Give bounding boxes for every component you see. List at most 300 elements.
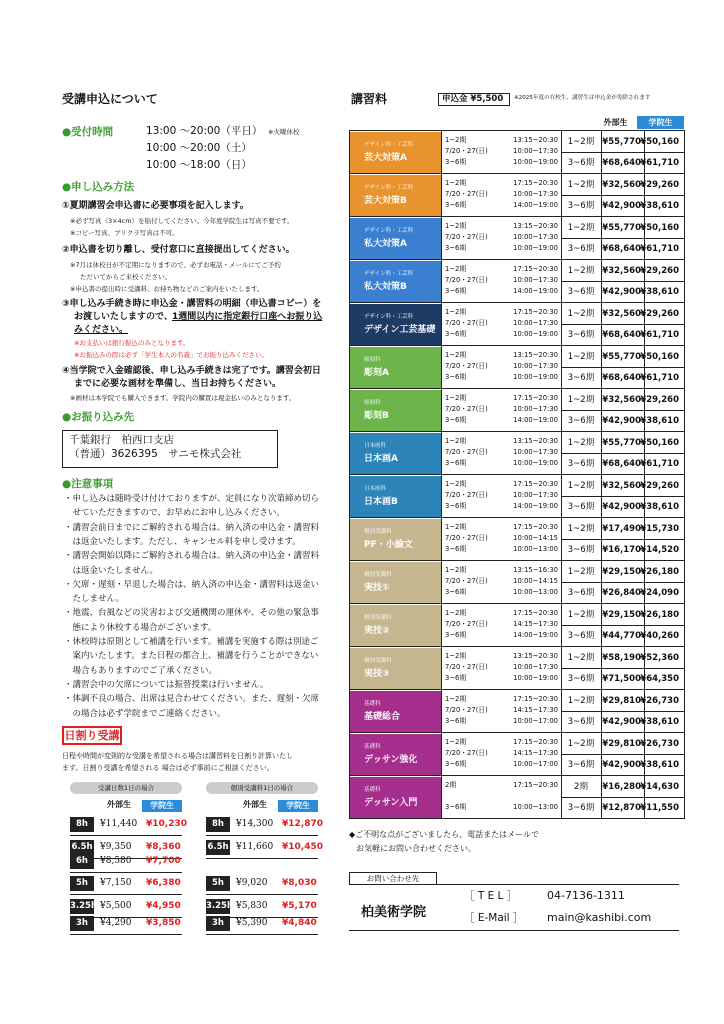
student-price: ¥10,450 bbox=[282, 842, 323, 852]
student-fee-2: ¥38,610 bbox=[640, 416, 679, 426]
course-times bbox=[512, 780, 558, 813]
course-row bbox=[349, 560, 685, 603]
external-fee-2: ¥12,870 bbox=[602, 803, 641, 813]
course-row bbox=[349, 130, 685, 173]
period-label: 7/20・27(日) bbox=[445, 706, 488, 714]
student-fee-2: ¥11,550 bbox=[640, 803, 679, 813]
student-price: ¥7,700 bbox=[146, 856, 181, 866]
student-fee-2: ¥38,610 bbox=[640, 287, 679, 297]
caution-line: ・講習会前日までにご解約される場合は、納入済の申込金・講習料 bbox=[64, 522, 320, 533]
student-fee-1: ¥29,260 bbox=[640, 266, 679, 276]
course-periods bbox=[445, 264, 488, 297]
course-band bbox=[350, 132, 441, 173]
caution-line: は返金いたしません。 bbox=[64, 565, 159, 576]
inquiry-note: ◆ご不明な点がございましたら、電話またはメールで bbox=[349, 830, 539, 839]
external-fee-1: ¥17,490 bbox=[602, 524, 641, 534]
course-name: 日本画A bbox=[364, 454, 398, 464]
course-times bbox=[512, 393, 558, 426]
course-periods bbox=[445, 780, 466, 813]
caution-line: は返金いたします。ただし、キャンセル料を申し受けます。 bbox=[64, 536, 301, 547]
inquiry-note: お気軽にお問い合わせください。 bbox=[356, 844, 476, 853]
hours-label: 6h bbox=[70, 854, 94, 869]
course-category: デザイン科・工芸科 bbox=[364, 271, 414, 277]
time-range: 17:15~20:30 bbox=[513, 781, 558, 789]
time-range: 13:15~20:30 bbox=[513, 222, 558, 230]
external-fee-1: ¥32,560 bbox=[602, 180, 641, 190]
hours-weekday: 13:00 〜20:00（平日） bbox=[146, 125, 263, 137]
step-2: ②申込書を切り離し、受付窓口に直接提出してください。 bbox=[62, 245, 295, 255]
bank-info-box bbox=[62, 430, 278, 468]
fees-title: 講習料 bbox=[351, 92, 388, 106]
period-label: 1~2期 bbox=[445, 179, 467, 187]
hiwari-row bbox=[206, 913, 318, 935]
period-label: 3~6期 bbox=[445, 158, 467, 166]
fee-period-2: 3~6期 bbox=[567, 803, 595, 813]
period-label: 1~2期 bbox=[445, 136, 467, 144]
time-range: 14:00~19:00 bbox=[513, 631, 558, 639]
course-category: 個別受講科 bbox=[364, 529, 392, 535]
course-row bbox=[349, 732, 685, 775]
bank-heading: ●お振り込み先 bbox=[62, 411, 135, 423]
time-range: 17:15~20:30 bbox=[513, 308, 558, 316]
period-label: 3~6期 bbox=[445, 201, 467, 209]
step-3-cont: お渡しいたしますので、 bbox=[74, 312, 173, 322]
external-price: ¥11,660 bbox=[236, 842, 274, 852]
course-name: 芸大対策A bbox=[364, 153, 407, 163]
course-times bbox=[512, 221, 558, 254]
external-fee-1: ¥29,810 bbox=[602, 696, 641, 706]
fee-period-2: 3~6期 bbox=[567, 588, 595, 598]
hiwari-row bbox=[70, 814, 187, 836]
course-band bbox=[350, 562, 441, 603]
step-1: ①夏期講習会申込書に必要事項を記入します。 bbox=[62, 201, 249, 211]
course-row bbox=[349, 689, 685, 732]
time-range: 14:15~17:30 bbox=[513, 706, 558, 714]
external-fee-1: ¥29,150 bbox=[602, 567, 641, 577]
period-label: 1~2期 bbox=[445, 738, 467, 746]
period-label: 7/20・27(日) bbox=[445, 147, 488, 155]
fee-period-1: 1~2期 bbox=[567, 524, 595, 534]
course-category: デザイン科・工芸科 bbox=[364, 185, 414, 191]
student-fee-1: ¥29,260 bbox=[640, 481, 679, 491]
caution-line: ・講習会中の欠席については振替授業は行いません。 bbox=[64, 679, 269, 690]
course-band bbox=[350, 648, 441, 689]
period-label: 1~2期 bbox=[445, 351, 467, 359]
fee-period-1: 1~2期 bbox=[567, 137, 595, 147]
time-range: 17:15~20:30 bbox=[513, 179, 558, 187]
external-fee-1: ¥55,770 bbox=[602, 137, 641, 147]
student-fee-1: ¥50,160 bbox=[640, 223, 679, 233]
fee-period-1: 1~2期 bbox=[567, 266, 595, 276]
course-times bbox=[512, 608, 558, 641]
external-price: ¥7,150 bbox=[100, 878, 132, 888]
time-range: 13:15~20:30 bbox=[513, 652, 558, 660]
time-range bbox=[512, 791, 558, 802]
step-3-deadline: 1週間以内に指定銀行口座へお振り込 bbox=[172, 312, 323, 322]
hours-label: 5h bbox=[70, 876, 94, 891]
course-category: 個別受講科 bbox=[364, 658, 392, 664]
time-range: 10:00~17:30 bbox=[513, 276, 558, 284]
time-range: 14:15~17:30 bbox=[513, 749, 558, 757]
student-fee-1: ¥14,630 bbox=[640, 782, 679, 792]
hours-sunday: 10:00 〜18:00（日） bbox=[146, 159, 252, 171]
external-fee-1: ¥32,560 bbox=[602, 266, 641, 276]
hours-label: 6.5h bbox=[70, 840, 94, 855]
period-label: 7/20・27(日) bbox=[445, 190, 488, 198]
step-1-note: ※コピー写真、プリクラ写真は不可。 bbox=[70, 229, 179, 237]
course-periods bbox=[445, 393, 488, 426]
time-range: 17:15~20:30 bbox=[513, 265, 558, 273]
course-times bbox=[512, 350, 558, 383]
fee-period-1: 1~2期 bbox=[567, 352, 595, 362]
step-3: ③申し込み手続き時に申込金・講習料の明細（申込書コピー）を bbox=[62, 299, 322, 309]
time-range: 10:00~19:00 bbox=[513, 674, 558, 682]
course-times bbox=[512, 737, 558, 770]
course-name: 彫刻B bbox=[364, 411, 389, 421]
course-row bbox=[349, 302, 685, 345]
course-category: デザイン科・工芸科 bbox=[364, 314, 414, 320]
course-periods bbox=[445, 221, 488, 254]
fee-period-1: 1~2期 bbox=[567, 610, 595, 620]
student-price: ¥6,380 bbox=[146, 878, 181, 888]
period-label: 7/20・27(日) bbox=[445, 448, 488, 456]
caution-line: 場合もありますのでご了承ください。 bbox=[64, 665, 218, 676]
period-label: 1~2期 bbox=[445, 308, 467, 316]
contact-tab: お問い合わせ先 bbox=[349, 872, 437, 885]
course-row bbox=[349, 474, 685, 517]
course-row bbox=[349, 216, 685, 259]
course-row bbox=[349, 775, 685, 818]
fee-period-2: 3~6期 bbox=[567, 330, 595, 340]
course-periods bbox=[445, 651, 488, 684]
course-band bbox=[350, 734, 441, 775]
student-fee-1: ¥29,260 bbox=[640, 395, 679, 405]
time-range: 17:15~20:30 bbox=[513, 695, 558, 703]
external-fee-1: ¥32,560 bbox=[602, 481, 641, 491]
student-fee-2: ¥38,610 bbox=[640, 717, 679, 727]
caution-line: ・休校時は原則として補講を行います。補講を実施する際は別途ご bbox=[64, 637, 319, 647]
time-range: 10:00~17:30 bbox=[513, 491, 558, 499]
period-label: 3~6期 bbox=[445, 287, 467, 295]
period-label: 3~6期 bbox=[445, 674, 467, 682]
course-name: 日本画B bbox=[364, 497, 398, 507]
time-range: 10:00~14:15 bbox=[513, 534, 558, 542]
external-price: ¥5,830 bbox=[236, 901, 268, 911]
header-student: 学院生 bbox=[637, 116, 684, 129]
course-category: 日本画科 bbox=[364, 443, 387, 449]
external-fee-2: ¥68,640 bbox=[602, 330, 641, 340]
course-row bbox=[349, 173, 685, 216]
time-range: 13:15~20:30 bbox=[513, 437, 558, 445]
time-range: 10:00~14:15 bbox=[513, 577, 558, 585]
course-row bbox=[349, 345, 685, 388]
period-label: 1~2期 bbox=[445, 394, 467, 402]
external-price: ¥4,290 bbox=[100, 918, 132, 928]
external-fee-2: ¥42,900 bbox=[602, 416, 641, 426]
time-range: 13:15~16:30 bbox=[513, 566, 558, 574]
course-name: 芸大対策B bbox=[364, 196, 407, 206]
student-fee-1: ¥15,730 bbox=[640, 524, 679, 534]
hiwari-row bbox=[70, 913, 182, 935]
period-label: 3~6期 bbox=[445, 545, 467, 553]
bank-name: 千葉銀行 柏西口支店 bbox=[69, 434, 174, 446]
fee-exemption-note: ※2025年度の在校生、講習生は申込金が免除されます bbox=[514, 95, 651, 101]
external-price: ¥9,350 bbox=[100, 842, 132, 852]
period-label: 3~6期 bbox=[445, 373, 467, 381]
fee-period-1: 2期 bbox=[574, 782, 588, 792]
external-fee-2: ¥68,640 bbox=[602, 158, 641, 168]
period-label: 1~2期 bbox=[445, 523, 467, 531]
time-range: 10:00~17:30 bbox=[513, 362, 558, 370]
email-label: ［ E-Mail ］ bbox=[464, 912, 524, 924]
course-times bbox=[512, 522, 558, 555]
course-band bbox=[350, 777, 441, 818]
course-name: PF・小論文 bbox=[364, 540, 413, 550]
hiwari-pill: 受講日数1日の場合 bbox=[70, 782, 182, 794]
period-label: 7/20・27(日) bbox=[445, 577, 488, 585]
course-row bbox=[349, 431, 685, 474]
course-category: 基礎科 bbox=[364, 701, 381, 707]
external-price: ¥5,500 bbox=[100, 901, 132, 911]
hiwari-header-external: 外部生 bbox=[107, 800, 131, 809]
fee-period-2: 3~6期 bbox=[567, 416, 595, 426]
student-fee-2: ¥61,710 bbox=[640, 330, 679, 340]
course-band bbox=[350, 347, 441, 388]
external-fee-2: ¥68,640 bbox=[602, 244, 641, 254]
external-fee-2: ¥42,900 bbox=[602, 287, 641, 297]
course-category: 基礎科 bbox=[364, 787, 381, 793]
course-category: 彫刻科 bbox=[364, 400, 381, 406]
course-band bbox=[350, 175, 441, 216]
student-price: ¥12,870 bbox=[282, 819, 323, 829]
time-range: 10:00~17:00 bbox=[513, 717, 558, 725]
period-label: 3~6期 bbox=[445, 717, 467, 725]
external-fee-1: ¥16,280 bbox=[602, 782, 641, 792]
course-band bbox=[350, 304, 441, 345]
step-2-note: ただいてからご来校ください。 bbox=[80, 273, 171, 281]
course-times bbox=[512, 264, 558, 297]
hiwari-header-student: 学院生 bbox=[142, 800, 182, 812]
step-1-note: ※必ず写真（3×4cm）を貼付してください。今年度学院生は写真不要です。 bbox=[70, 217, 294, 225]
course-periods bbox=[445, 608, 488, 641]
period-label: 1~2期 bbox=[445, 480, 467, 488]
step-4-note: ※画材は本学院でも購入できます。学院内の購買は現金払いのみとなります。 bbox=[70, 394, 296, 402]
external-fee-1: ¥32,560 bbox=[602, 395, 641, 405]
course-category: 日本画科 bbox=[364, 486, 387, 492]
period-label: 3~6期 bbox=[445, 416, 467, 424]
enrollment-title: 受講申込について bbox=[62, 92, 158, 106]
period-label: 1~2期 bbox=[445, 566, 467, 574]
time-range: 10:00~17:30 bbox=[513, 405, 558, 413]
external-price: ¥8,580 bbox=[100, 856, 132, 866]
time-range: 14:00~19:00 bbox=[513, 502, 558, 510]
bank-account: （普通）3626395 サニモ株式会社 bbox=[69, 448, 242, 461]
fee-period-2: 3~6期 bbox=[567, 158, 595, 168]
fee-period-1: 1~2期 bbox=[567, 739, 595, 749]
course-row bbox=[349, 603, 685, 646]
period-label: 3~6期 bbox=[445, 588, 467, 596]
course-category: デザイン科・工芸科 bbox=[364, 228, 414, 234]
student-fee-2: ¥61,710 bbox=[640, 158, 679, 168]
time-range: 10:00~17:00 bbox=[513, 760, 558, 768]
time-range: 14:00~19:00 bbox=[513, 287, 558, 295]
course-band bbox=[350, 433, 441, 474]
closed-note: ※火曜休校 bbox=[268, 128, 300, 136]
course-category: 彫刻科 bbox=[364, 357, 381, 363]
course-band bbox=[350, 519, 441, 560]
student-fee-2: ¥14,520 bbox=[640, 545, 679, 555]
hiwari-row bbox=[70, 851, 182, 873]
external-fee-1: ¥29,810 bbox=[602, 739, 641, 749]
course-name: 実技③ bbox=[364, 669, 390, 679]
hiwari-header-external: 外部生 bbox=[243, 800, 267, 809]
course-band bbox=[350, 691, 441, 732]
payment-note: ※お支払いは銀行振込のみとなります。 bbox=[74, 339, 190, 347]
course-periods bbox=[445, 737, 488, 770]
time-range: 10:00~19:00 bbox=[513, 244, 558, 252]
fee-table-bottom-border bbox=[349, 818, 685, 819]
hiwari-desc: 日程や時間が変則的な受講を希望される場合は講習料を日割り計算いたし bbox=[62, 752, 293, 760]
hours-label: 5h bbox=[206, 876, 230, 891]
hours-label: 8h bbox=[206, 817, 230, 832]
course-band bbox=[350, 218, 441, 259]
hours-label: 6.5h bbox=[206, 840, 230, 855]
time-range: 17:15~20:30 bbox=[513, 609, 558, 617]
external-fee-1: ¥58,190 bbox=[602, 653, 641, 663]
caution-line: 態により休校する場合がございます。 bbox=[64, 622, 217, 633]
caution-line: ・講習会開始以降にご解約される場合は、納入済の申込金・講習料 bbox=[64, 551, 320, 562]
course-periods bbox=[445, 565, 488, 598]
hiwari-desc: ます。日割り受講を希望される 場合は必ず事前にご相談ください。 bbox=[62, 764, 274, 772]
period-label: 3~6期 bbox=[445, 502, 467, 510]
time-range: 10:00~19:00 bbox=[513, 459, 558, 467]
period-label: 3~6期 bbox=[445, 760, 467, 768]
external-fee-2: ¥26,840 bbox=[602, 588, 641, 598]
external-fee-1: ¥55,770 bbox=[602, 352, 641, 362]
external-price: ¥5,390 bbox=[236, 918, 268, 928]
student-price: ¥5,170 bbox=[282, 901, 317, 911]
student-fee-2: ¥61,710 bbox=[640, 244, 679, 254]
step-4: ④当学院で入金確認後、申し込み手続きは完了です。講習会初日 bbox=[62, 366, 321, 376]
email-address[interactable]: main@kashibi.com bbox=[547, 911, 652, 924]
student-price: ¥8,360 bbox=[146, 842, 181, 852]
fee-period-2: 3~6期 bbox=[567, 287, 595, 297]
course-name: 実技② bbox=[364, 626, 390, 636]
student-fee-1: ¥52,360 bbox=[640, 653, 679, 663]
course-row bbox=[349, 646, 685, 689]
period-label: 7/20・27(日) bbox=[445, 534, 488, 542]
payment-name-note: ※お振込みの際は必ず「学生本人の名義」でお振り込みください。 bbox=[74, 351, 268, 359]
fee-period-2: 3~6期 bbox=[567, 674, 595, 684]
course-band bbox=[350, 605, 441, 646]
time-range: 10:00~17:30 bbox=[513, 448, 558, 456]
time-range: 17:15~20:30 bbox=[513, 523, 558, 531]
time-range: 10:00~17:30 bbox=[513, 190, 558, 198]
fee-period-1: 1~2期 bbox=[567, 653, 595, 663]
time-range: 10:00~13:00 bbox=[513, 588, 558, 596]
course-periods bbox=[445, 307, 488, 340]
tel-number[interactable]: 04-7136-1311 bbox=[547, 889, 625, 902]
step-2-note: ※申込書の提出時に受講料、お持ち物などのご案内をいたします。 bbox=[70, 285, 264, 293]
period-label: 1~2期 bbox=[445, 695, 467, 703]
caution-line: たしません。 bbox=[64, 594, 125, 605]
period-label: 7/20・27(日) bbox=[445, 233, 488, 241]
period-label: 7/20・27(日) bbox=[445, 749, 488, 757]
application-fee: 申込金 ¥5,500 bbox=[438, 93, 510, 106]
fee-period-1: 1~2期 bbox=[567, 481, 595, 491]
student-fee-1: ¥50,160 bbox=[640, 438, 679, 448]
hiwari-header-student: 学院生 bbox=[278, 800, 318, 812]
course-times bbox=[512, 307, 558, 340]
header-external: 外部生 bbox=[603, 118, 628, 127]
step-3-cont: みください。 bbox=[74, 325, 129, 335]
course-name: デザイン工芸基礎 bbox=[364, 325, 436, 335]
time-range: 13:15~20:30 bbox=[513, 351, 558, 359]
hours-saturday: 10:00 〜20:00（土） bbox=[146, 142, 252, 154]
course-name: 私大対策B bbox=[364, 282, 407, 292]
period-label: 3~6期 bbox=[445, 330, 467, 338]
course-row bbox=[349, 259, 685, 302]
external-fee-1: ¥32,560 bbox=[602, 309, 641, 319]
time-range: 10:00~17:30 bbox=[513, 147, 558, 155]
external-fee-2: ¥42,900 bbox=[602, 717, 641, 727]
contact-box bbox=[349, 872, 679, 940]
period-label: 3~6期 bbox=[445, 459, 467, 467]
external-fee-2: ¥44,770 bbox=[602, 631, 641, 641]
course-periods bbox=[445, 135, 488, 168]
course-times bbox=[512, 479, 558, 512]
time-range: 10:00~17:30 bbox=[513, 319, 558, 327]
time-range: 10:00~13:00 bbox=[513, 545, 558, 553]
caution-line: ・欠席・遅刻・早退した場合は、納入済の申込金・講習料は返金い bbox=[64, 579, 320, 590]
student-fee-1: ¥26,180 bbox=[640, 610, 679, 620]
hiwari-row bbox=[206, 837, 323, 859]
fee-period-2: 3~6期 bbox=[567, 201, 595, 211]
course-band bbox=[350, 476, 441, 517]
student-fee-2: ¥24,090 bbox=[640, 588, 679, 598]
course-name: デッサン入門 bbox=[364, 798, 418, 808]
fee-period-2: 3~6期 bbox=[567, 373, 595, 383]
time-range: 17:15~20:30 bbox=[513, 738, 558, 746]
time-range: 10:00~13:00 bbox=[513, 803, 558, 811]
period-label: 3~6期 bbox=[445, 631, 467, 639]
external-fee-1: ¥29,150 bbox=[602, 610, 641, 620]
student-fee-2: ¥38,610 bbox=[640, 201, 679, 211]
student-fee-1: ¥29,260 bbox=[640, 180, 679, 190]
fee-period-1: 1~2期 bbox=[567, 309, 595, 319]
course-times bbox=[512, 694, 558, 727]
course-category: 個別受講科 bbox=[364, 572, 392, 578]
hours-label: 3h bbox=[70, 916, 94, 931]
external-fee-1: ¥55,770 bbox=[602, 438, 641, 448]
hours-label: 3h bbox=[206, 916, 230, 931]
time-range: 17:15~20:30 bbox=[513, 394, 558, 402]
student-fee-1: ¥50,160 bbox=[640, 137, 679, 147]
external-price: ¥11,440 bbox=[100, 819, 138, 829]
course-name: 実技① bbox=[364, 583, 390, 593]
student-fee-1: ¥26,730 bbox=[640, 739, 679, 749]
fee-period-1: 1~2期 bbox=[567, 696, 595, 706]
course-name: デッサン強化 bbox=[364, 755, 418, 765]
period-label: 1~2期 bbox=[445, 652, 467, 660]
step-4-cont: までに必要な画材を準備し、当日お持ちください。 bbox=[74, 379, 282, 389]
student-fee-2: ¥38,610 bbox=[640, 502, 679, 512]
student-fee-1: ¥26,180 bbox=[640, 567, 679, 577]
hiwari-row bbox=[206, 814, 323, 836]
time-range: 10:00~19:00 bbox=[513, 373, 558, 381]
student-fee-2: ¥61,710 bbox=[640, 459, 679, 469]
student-price: ¥3,850 bbox=[146, 918, 181, 928]
